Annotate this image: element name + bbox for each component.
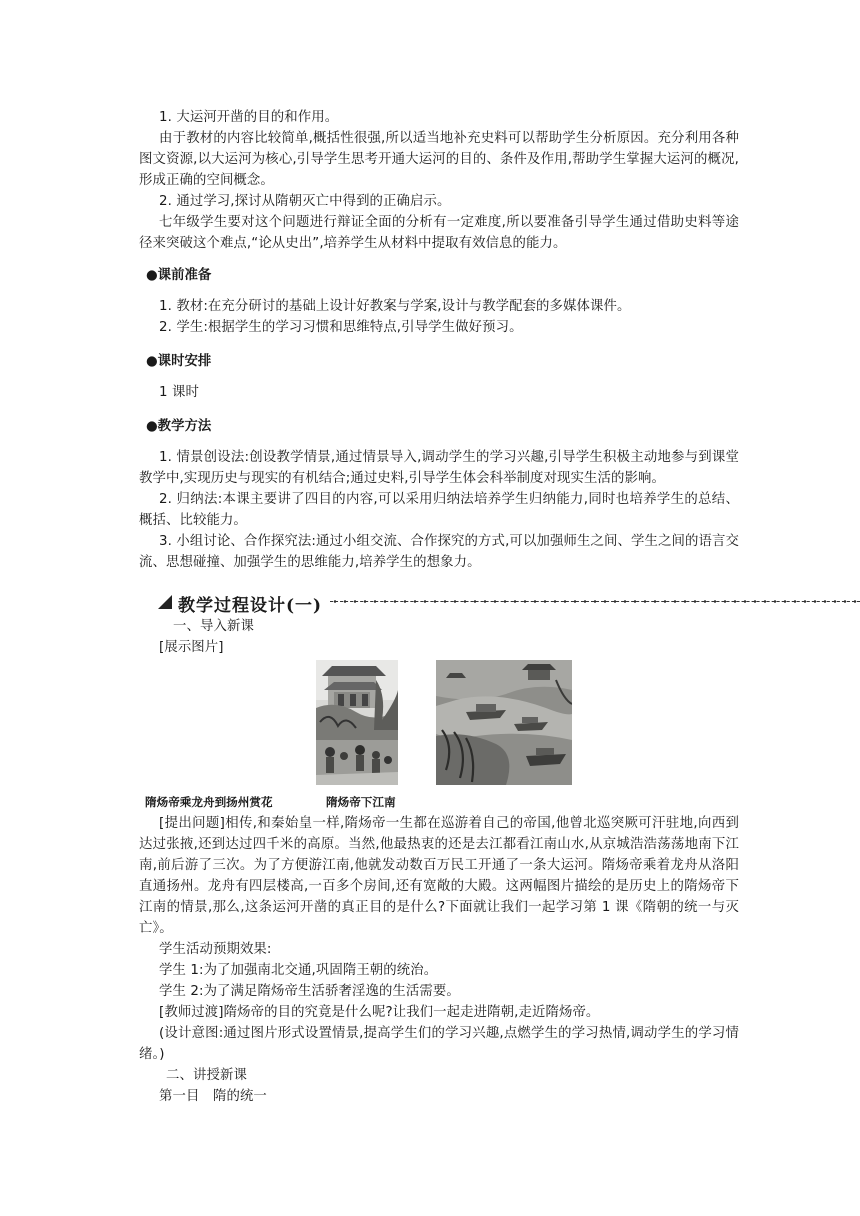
part2-heading: 二、讲授新课: [166, 1068, 247, 1083]
section-heading-schedule: ●课时安排: [146, 354, 212, 369]
method-item-3: 3. 小组讨论、合作探究法:通过小组交流、合作探究的方式,可以加强师生之间、学生之间的语言交流、思想碰撞、加强学生的思维能力,培养学生的想象力。: [139, 534, 739, 570]
banner-divider-dots: [330, 598, 860, 605]
teacher-transition: [教师过渡]隋炀帝的目的究竟是什么呢?让我们一起走进隋朝,走近隋炀帝。: [159, 1005, 600, 1020]
goal-2-title: 2. 通过学习,探讨从隋朝灭亡中得到的正确启示。: [159, 194, 451, 209]
subsection-title: 第一目 隋的统一: [159, 1089, 267, 1104]
question-paragraph: [提出问题]相传,和秦始皇一样,隋炀帝一生都在巡游着自己的帝国,他曾北巡突厥可汗驻地,向西到达过张掖,还到达过四千米的高原。当然,他最热衷的还是去江都看江南山水,从京城浩浩荡荡地南下江南,前后游了三次。为了方便游江南,他就发动数百万民工开通了一条大运河。隋炀帝乘着龙舟从洛阳直通扬州。龙舟有四层楼高,一百多个房间,还有宽敞的大殿。这两幅图片描绘的是历史上的隋炀帝下江南的情景,那么,这条运河开凿的真正目的是什么?下面就让我们一起学习第 1 课《隋朝的统一与灭亡》。: [139, 816, 739, 936]
schedule-value: 1 课时: [159, 385, 199, 400]
design-intent: (设计意图:通过图片形式设置情景,提高学生们的学习兴趣,点燃学生的学习热情,调动学生的学习情绪。): [139, 1026, 739, 1062]
student-answer-1: 学生 1:为了加强南北交通,巩固隋王朝的统治。: [159, 963, 438, 978]
caption-dragon-boat: 隋炀帝乘龙舟到扬州赏花: [145, 795, 273, 809]
southern-tour-painting: [436, 660, 572, 785]
expected-outcome-label: 学生活动预期效果:: [159, 942, 272, 957]
prep-item-1: 1. 教材:在充分研讨的基础上设计好教案与学案,设计与教学配套的多媒体课件。: [159, 299, 631, 314]
method-item-2: 2. 归纳法:本课主要讲了四目的内容,可以采用归纳法培养学生归纳能力,同时也培养学生的总结、概括、比较能力。: [139, 492, 739, 528]
show-images-label: [展示图片]: [159, 640, 224, 655]
prep-item-2: 2. 学生:根据学生的学习习惯和思维特点,引导学生做好预习。: [159, 320, 523, 335]
student-answer-2: 学生 2:为了满足隋炀帝生活骄奢淫逸的生活需要。: [159, 984, 460, 999]
banner-title: 教学过程设计(一): [178, 596, 323, 616]
goal-1-title: 1. 大运河开凿的目的和作用。: [159, 110, 339, 125]
part1-heading: 一、导入新课: [173, 619, 254, 634]
process-banner: [158, 592, 860, 616]
banner-triangle-icon: [158, 595, 172, 609]
section-heading-prep: ●课前准备: [146, 268, 212, 283]
goal-2-description: 七年级学生要对这个问题进行辩证全面的分析有一定难度,所以要准备引导学生通过借助史料等途径来突破这个难点,“论从史出”,培养学生从材料中提取有效信息的能力。: [139, 215, 739, 251]
method-item-1: 1. 情景创设法:创设教学情景,通过情景导入,调动学生的学习兴趣,引导学生积极主动地参与到课堂教学中,实现历史与现实的有机结合;通过史料,引导学生体会科举制度对现实生活的影响。: [139, 450, 739, 486]
dragon-boat-painting: [316, 660, 398, 785]
section-heading-methods: ●教学方法: [146, 419, 212, 434]
caption-southern-tour: 隋炀帝下江南: [326, 795, 396, 809]
goal-1-description: 由于教材的内容比较简单,概括性很强,所以适当地补充史料可以帮助学生分析原因。充分利用各种图文资源,以大运河为核心,引导学生思考开通大运河的目的、条件及作用,帮助学生掌握大运河的概况,形成正确的空间概念。: [139, 131, 739, 188]
